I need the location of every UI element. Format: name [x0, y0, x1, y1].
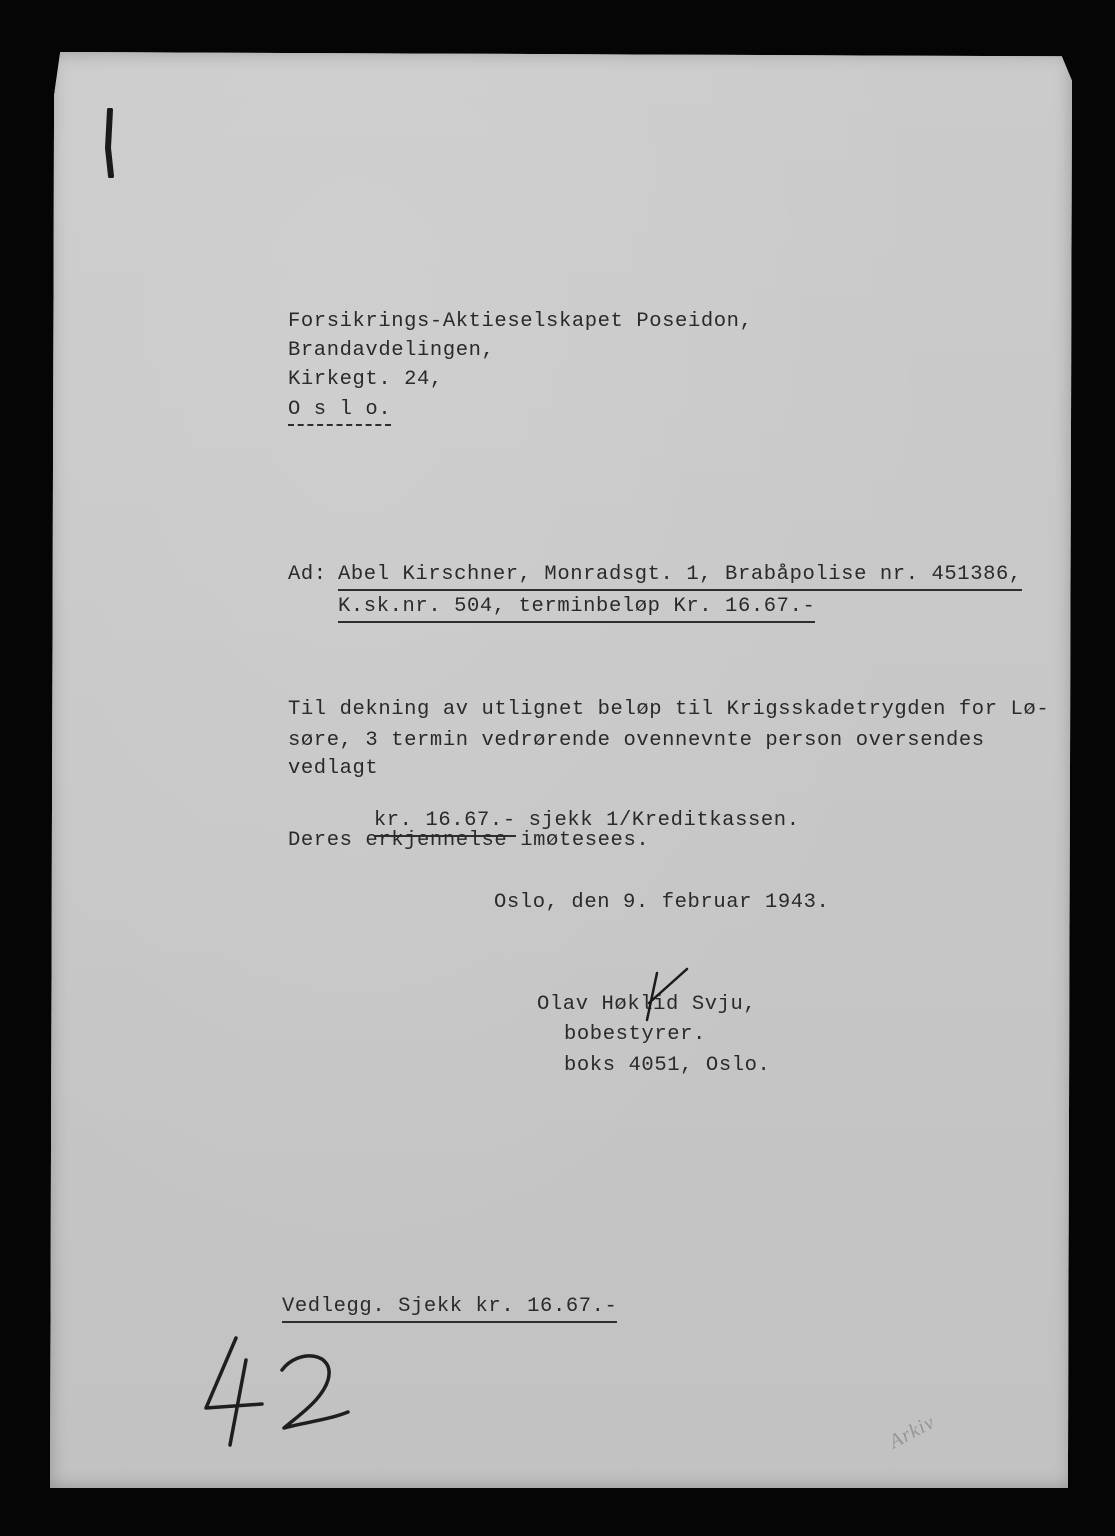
date-line: Oslo, den 9. februar 1943.: [494, 891, 830, 914]
amount-value: kr. 16.67.-: [374, 809, 516, 837]
amount-description: sjekk 1/Kreditkassen.: [515, 808, 800, 832]
signatory-title: bobestyrer.: [564, 1023, 706, 1046]
closing-line: Deres erkjennelse imøtesees.: [288, 829, 650, 852]
reference-line-1: Abel Kirschner, Monradsgt. 1, Brabåpolise nr. 451386,: [338, 565, 1022, 591]
body-line-2: søre, 3 termin vedrørende ovennevnte person oversendes: [288, 729, 985, 752]
enclosure-line: Vedlegg. Sjekk kr. 16.67.-: [282, 1297, 617, 1323]
body-line-1: Til dekning av utlignet beløp til Krigsskadetrygden for Lø-: [288, 698, 1050, 721]
reference-label: Ad:: [288, 563, 327, 586]
signatory-name: Olav Høklid Svju,: [537, 993, 757, 1016]
handwritten-page-number: [188, 1330, 358, 1450]
reference-line-2: K.sk.nr. 504, terminbeløp Kr. 16.67.-: [338, 597, 815, 623]
addressee-line-2: Brandavdelingen,: [288, 339, 495, 362]
addressee-line-1: Forsikrings-Aktieselskapet Poseidon,: [288, 310, 753, 333]
body-line-3: vedlagt: [288, 757, 379, 780]
document-page: [50, 52, 1072, 1488]
signatory-address: boks 4051, Oslo.: [564, 1054, 771, 1077]
punch-mark: [100, 108, 120, 178]
addressee-city: O s l o.: [288, 400, 391, 426]
handwritten-signature: [635, 965, 695, 1025]
addressee-line-3: Kirkegt. 24,: [288, 368, 443, 391]
archive-stamp: Arkiv: [885, 1410, 939, 1454]
amount-line: [348, 790, 800, 831]
